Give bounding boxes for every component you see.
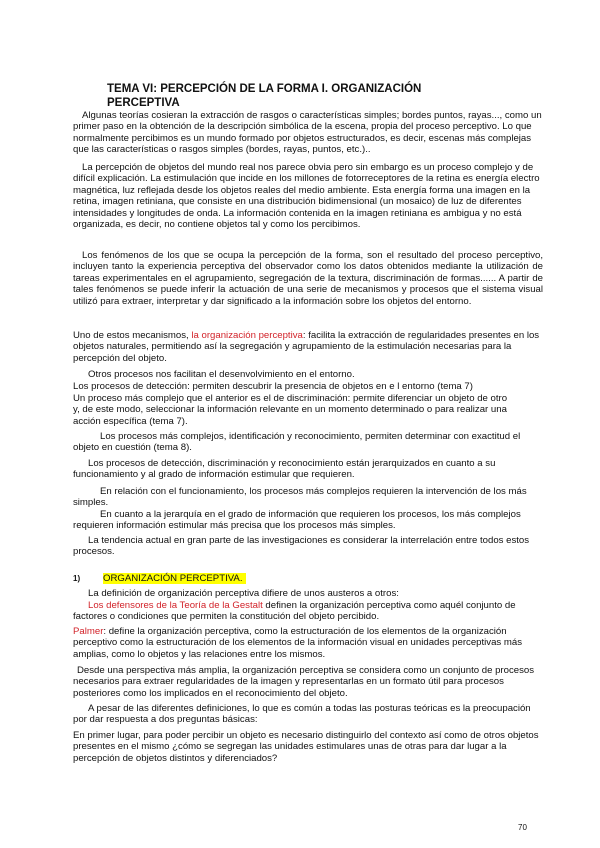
paragraph-otros-procesos: Otros procesos nos facilitan el desenvolvimiento en el entorno. — [88, 369, 355, 380]
highlight-term: Palmer — [73, 626, 104, 637]
highlight-term: la organización perceptiva — [191, 330, 303, 341]
paragraph-fenomenos: Los fenómenos de los que se ocupa la percepción de la forma, son el resultado del proceso perceptivo, incluyen tanto la experiencia perceptiva del observador como los datos obtenidos mediante la utilización de tareas experimentales en el agrupamiento, segregación de la textura, discriminación de formas...... A partir de tales fenómenos se puede inferir la actuación de una serie de mecanismos y procesos que el sistema visual utilizó para extraer, interpretar y dar significado a la información sobre los objetos del entorno. — [73, 250, 543, 307]
paragraph-primer-lugar: En primer lugar, para poder percibir un objeto es necesario distinguirlo del contexto así como de otros objetos presentes en el mismo ¿cómo se segregan las unidades estimulares unas de otras para dar lugar a la percepción de objetos distintos y diferenciados? — [73, 730, 539, 764]
paragraph-funcionamiento: En relación con el funcionamiento, los procesos más complejos requieren la intervención de los más simples. — [73, 486, 527, 509]
paragraph-tendencia: La tendencia actual en gran parte de las investigaciones es considerar la interrelación entre todos estos procesos. — [73, 535, 530, 558]
section-heading — [73, 573, 543, 584]
paragraph-grado-informacion: En cuanto a la jerarquía en el grado de información que requieren los procesos, los más complejos requieren información estimular más precisa que los procesos más simples. — [73, 509, 521, 532]
paragraph-discriminacion: Un proceso más complejo que el anterior es el de discriminación: permite diferenciar un objeto de otro y, de este modo, seleccionar la información relevante en un momento determinado o para realizar una acción específica (tema 7). — [73, 393, 508, 427]
paragraph-mecanismos: Uno de estos mecanismos, la organización perceptiva: facilita la extracción de regularidades presentes en los objetos naturales, permitiendo así la segregación y agrupamiento de la estimulación necesarias para la percepción del objeto. — [73, 330, 540, 364]
paragraph-pesar: A pesar de las diferentes definiciones, lo que es común a todas las posturas teóricas es la preocupación por dar respuesta a dos preguntas básicas: — [73, 703, 531, 726]
paragraph-percepcion-objetos: La percepción de objetos del mundo real nos parece obvia pero sin embargo es un proceso complejo y de difícil explicación. La estimulación que incide en los millones de fotorreceptores de la retina es energía electro magnética, luz reflejada desde los objetos reales del medio ambiente. Esta energía forma una imagen en la retina, imagen retiniana, que consiste en una distribución bidimensional (un mosaico) de luz de diferentes intensidades y longitudes de onda. La información contenida en la imagen retiniana es ambigua y no está organizada, es decir, no contiene objetos tal y como los percibimos. — [73, 162, 540, 231]
paragraph-perspectiva: Desde una perspectiva más amplia, la organización perceptiva se considera como un conjunto de procesos necesarios para extraer regularidades de la imagen y representarlas en un formato útil para procesos posteriores como los implicados en el reconocimiento del objeto. — [73, 665, 535, 699]
page-title: TEMA VI: PERCEPCIÓN DE LA FORMA I. ORGANIZACIÓN PERCEPTIVA — [107, 83, 422, 109]
paragraph-jerarquia: Los procesos de detección, discriminación y reconocimiento están jerarquizados en cuanto a su funcionamiento y al grado de información estimular que requieren. — [73, 458, 496, 481]
section-number: 1) — [73, 574, 81, 583]
page-number: 70 — [518, 823, 527, 832]
paragraph-palmer: Palmer: define la organización perceptiva, como la estructuración de los elementos de la organización perceptivo como la estructuración de los elementos de la información visual en unidades perceptivas más amplias, como lo objetos y las relaciones entre los mismos. — [73, 626, 523, 660]
highlight-term: Los defensores de la Teoría de la Gestalt — [88, 600, 263, 611]
paragraph-intro: Algunas teorías cosieran la extracción de rasgos o características simples; bordes puntos, rayas..., como un primer paso en la obtención de la descripción simbólica de la escena, propia del proceso perceptivo. Lo que normalmente percibimos es un mundo formado por objetos estructurados, es decir, escenas más complejas que las características o rasgos simples (bordes, rayas, puntos, etc.).. — [73, 110, 542, 156]
paragraph-definicion: La definición de organización perceptiva difiere de unos austeros a otros: — [88, 588, 399, 599]
section-title: ORGANIZACIÓN PERCEPTIVA. — [103, 573, 246, 584]
paragraph-deteccion: Los procesos de detección: permiten descubrir la presencia de objetos en e l entorno (tema 7) — [73, 381, 473, 392]
paragraph-identificacion: Los procesos más complejos, identificación y reconocimiento, permiten determinar con exactitud el objeto en cuestión (tema 8). — [73, 431, 521, 454]
paragraph-gestalt: Los defensores de la Teoría de la Gestalt definen la organización perceptiva como aquél conjunto de factores o condiciones que permiten la constitución del objeto percibido. — [73, 600, 516, 623]
